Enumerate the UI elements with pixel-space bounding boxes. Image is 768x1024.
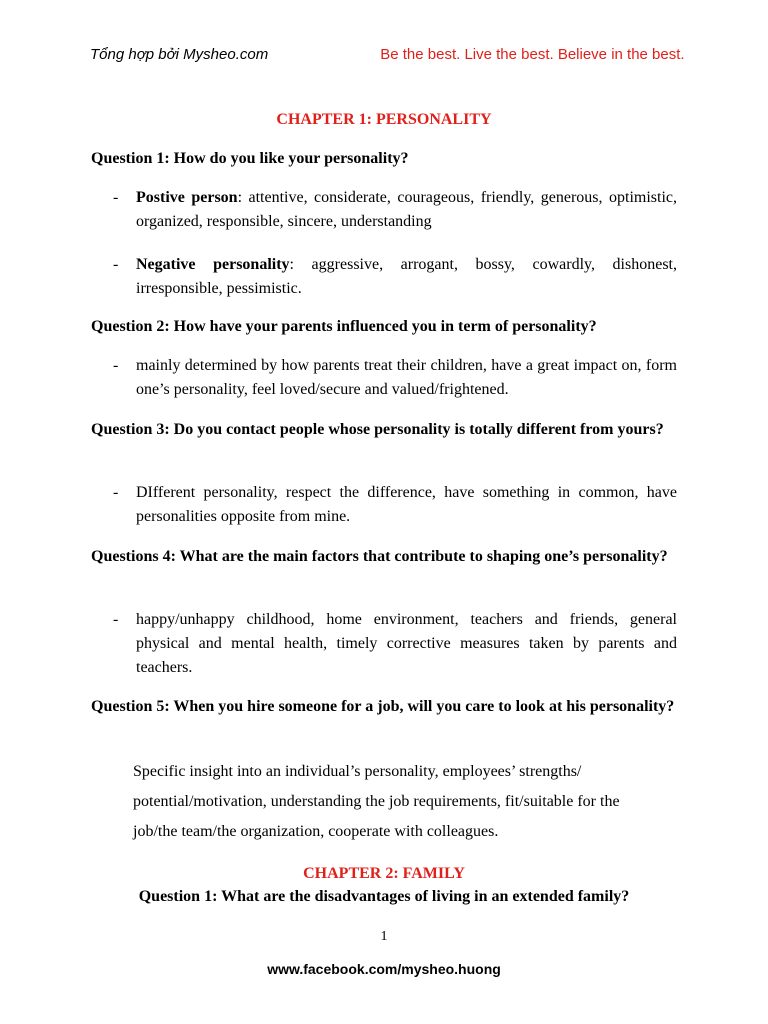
bullet-negative-personality: [113, 253, 677, 301]
footer-link: www.facebook.com/mysheo.huong: [267, 961, 501, 977]
answer-paragraph: [133, 757, 677, 847]
page-number: 1: [380, 929, 388, 944]
bullet-dash: -: [113, 256, 119, 273]
bullet-text: mainly determined by how parents treat their children, have a great impact on, form one’s personality, feel loved/secure and valued/frightened.: [136, 357, 677, 398]
bullet-text: : aggressive, arrogant, bossy, cowardly, dishonest, irresponsible, pessimistic.: [136, 256, 677, 297]
bullet-positive-person: [113, 186, 677, 234]
question-4: Questions 4: What are the main factors that contribute to shaping one’s personality?: [91, 548, 668, 565]
bullet-dash: -: [113, 484, 119, 501]
question-1: Question 1: How do you like your personality?: [91, 150, 409, 167]
bullet-dash: -: [113, 189, 119, 206]
bullet-text: : attentive, considerate, courageous, friendly, generous, optimistic, organized, responsible, sincere, understanding: [136, 189, 677, 230]
bullet-parents-influence: [113, 354, 677, 402]
page-header: [90, 44, 690, 65]
bullet-different-personality: [113, 481, 677, 529]
bullet-label: Postive person: [136, 189, 238, 206]
bullet-text: DIfferent personality, respect the difference, have something in common, have personalities opposite from mine.: [136, 484, 677, 525]
header-slogan: Be the best. Live the best. Believe in the best.: [380, 46, 685, 63]
bullet-label: Negative personality: [136, 256, 290, 273]
bullet-dash: -: [113, 357, 119, 374]
bullet-text: happy/unhappy childhood, home environment, teachers and friends, general physical and mental health, timely corrective measures taken by parents and teachers.: [136, 611, 677, 676]
answer-line: job/the team/the organization, cooperate with colleagues.: [133, 823, 499, 840]
chapter-1-title: CHAPTER 1: PERSONALITY: [276, 111, 492, 128]
question-3: Question 3: Do you contact people whose personality is totally different from yours?: [91, 421, 664, 438]
answer-line: Specific insight into an individual’s personality, employees’ strengths/: [133, 763, 582, 780]
bullet-dash: -: [113, 611, 119, 628]
chapter-2-title: CHAPTER 2: FAMILY: [303, 865, 465, 882]
chapter-2-question-1: Question 1: What are the disadvantages of living in an extended family?: [138, 888, 630, 905]
question-5: Question 5: When you hire someone for a job, will you care to look at his personality?: [91, 698, 675, 715]
header-source: Tổng hợp bởi Mysheo.com: [90, 46, 269, 63]
bullet-shaping-factors: [113, 608, 677, 680]
answer-line: potential/motivation, understanding the job requirements, fit/suitable for the: [133, 793, 620, 810]
question-2: Question 2: How have your parents influenced you in term of personality?: [91, 318, 597, 335]
